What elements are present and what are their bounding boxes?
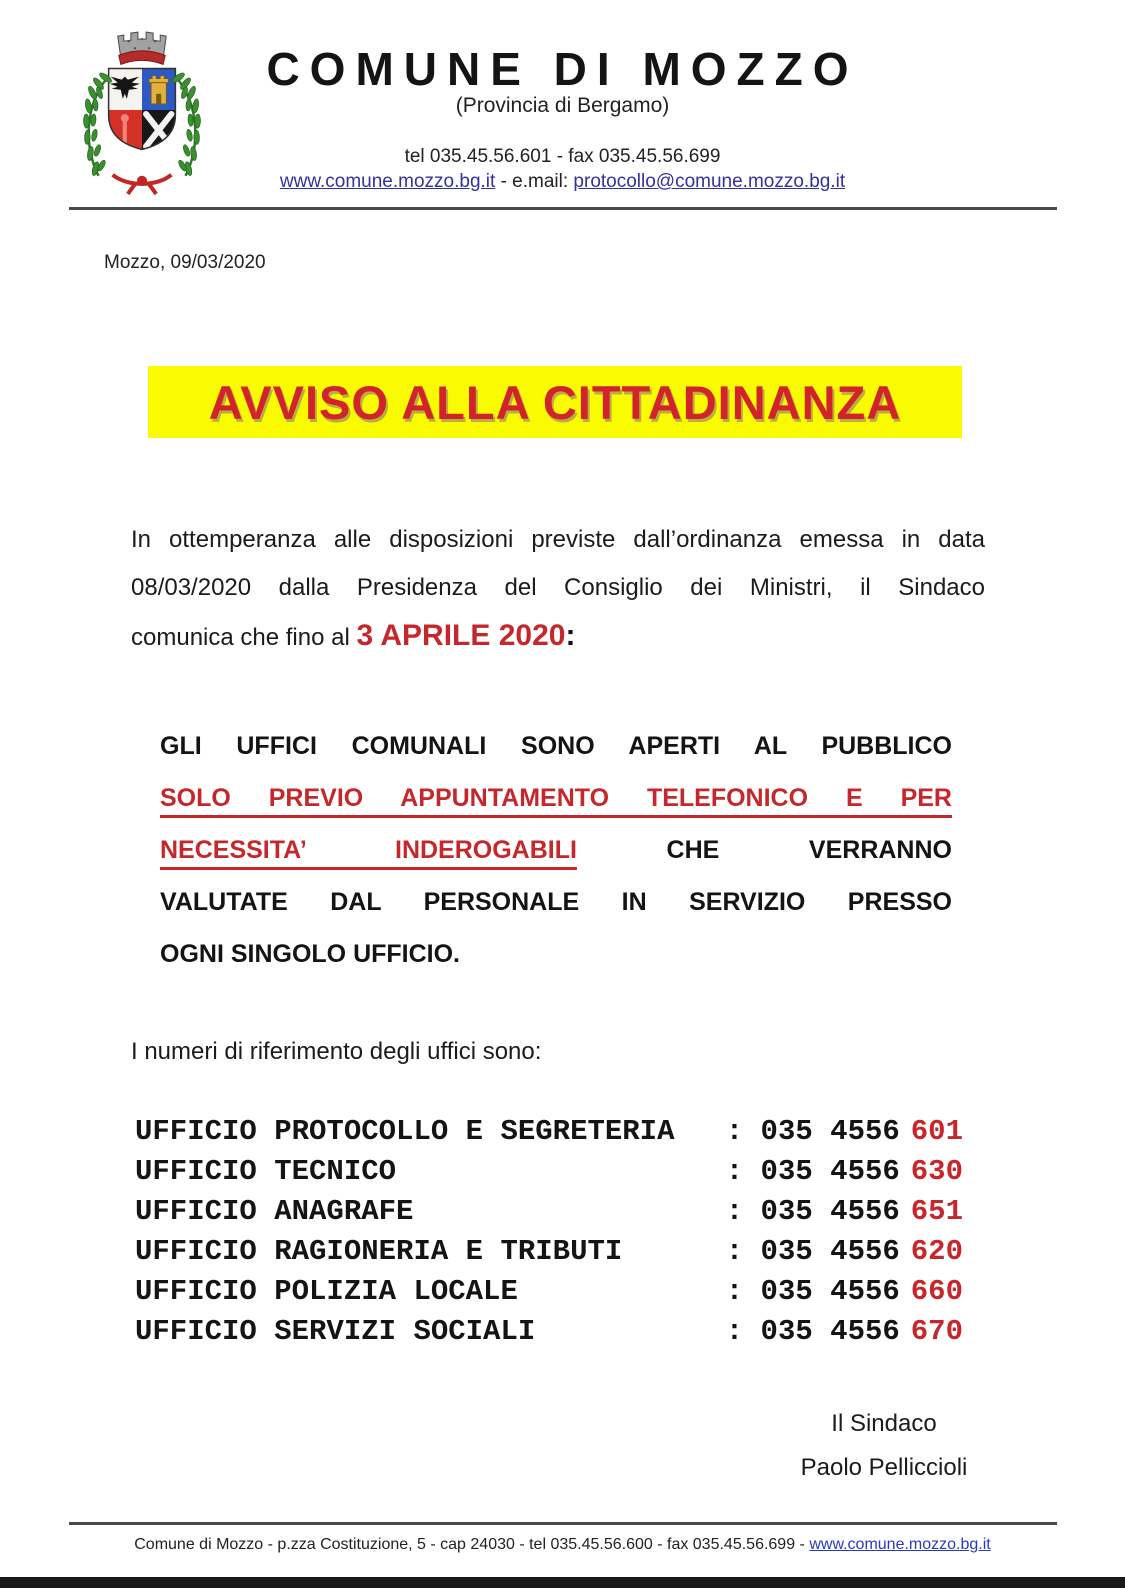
paragraph-line (160, 772, 952, 824)
text-segment: 08/03/2020 dalla Presidenza del Consiglio dei Ministri, il Sindaco (131, 574, 985, 601)
place-date: Mozzo, 09/03/2020 (104, 252, 266, 273)
office-phone: : 035 4556 601 (725, 1115, 963, 1148)
office-phone: : 035 4556 670 (725, 1315, 963, 1348)
header-links-line (0, 171, 1125, 193)
signature-name: Paolo Pelliccioli (800, 1454, 968, 1481)
signature-block (744, 1402, 1024, 1490)
website-link[interactable]: www.comune.mozzo.bg.it (279, 171, 496, 192)
footer-text: Comune di Mozzo - p.zza Costituzione, 5 - cap 24030 - tel 035.45.56.600 - fax 035.45.56.699 - (134, 1536, 810, 1553)
paragraph-line (131, 516, 985, 564)
office-row (135, 1232, 963, 1272)
footer-divider (69, 1522, 1057, 1525)
signature-role: Il Sindaco (831, 1410, 937, 1437)
office-name: UFFICIO POLIZIA LOCALE (135, 1275, 518, 1308)
office-name: UFFICIO TECNICO (135, 1155, 397, 1188)
office-phone-extension: 630 (910, 1155, 963, 1188)
office-name: UFFICIO PROTOCOLLO E SEGRETERIA (135, 1115, 675, 1148)
text-segment: SOLO PREVIO APPUNTAMENTO TELEFONICO E PER (160, 784, 952, 812)
office-row (135, 1152, 963, 1192)
office-phone-extension: 620 (910, 1235, 963, 1268)
email-label: - e.mail: (495, 171, 574, 192)
office-phone-extension: 660 (910, 1275, 963, 1308)
paragraph-line (131, 612, 985, 662)
email-link[interactable]: protocollo@comune.mozzo.bg.it (573, 171, 846, 192)
office-phone: : 035 4556 651 (725, 1195, 963, 1228)
footer-line (0, 1536, 1125, 1554)
text-segment: OGNI SINGOLO UFFICIO. (160, 940, 460, 968)
office-name: UFFICIO ANAGRAFE (135, 1195, 414, 1228)
notice-paragraph (160, 720, 952, 980)
scan-edge-bar (0, 1577, 1125, 1588)
text-segment: : (565, 619, 576, 652)
office-row (135, 1112, 963, 1152)
offices-list (135, 1112, 963, 1352)
paragraph-line (160, 720, 952, 772)
office-row (135, 1272, 963, 1312)
province-subtitle: (Provincia di Bergamo) (455, 94, 670, 117)
office-phone: : 035 4556 630 (725, 1155, 963, 1188)
office-name: UFFICIO RAGIONERIA E TRIBUTI (135, 1235, 623, 1268)
text-segment: 3 APRILE 2020 (356, 619, 566, 652)
paragraph-line (160, 928, 952, 980)
office-phone: : 035 4556 660 (725, 1275, 963, 1308)
text-segment: In ottemperanza alle disposizioni previste dall’ordinanza emessa in data (131, 526, 985, 553)
header-divider (69, 207, 1057, 210)
municipality-title: COMUNE DI MOZZO (266, 43, 859, 95)
intro-paragraph (131, 516, 985, 662)
paragraph-line (160, 824, 952, 876)
offices-heading: I numeri di riferimento degli uffici sono: (131, 1038, 542, 1065)
paragraph-line (131, 564, 985, 612)
notice-banner (148, 366, 962, 438)
footer-website-link[interactable]: www.comune.mozzo.bg.it (809, 1536, 991, 1553)
text-segment: CHE VERRANNO (576, 836, 952, 864)
notice-banner-text: AVVISO ALLA CITTADINANZA (208, 375, 902, 429)
office-row (135, 1192, 963, 1232)
office-name: UFFICIO SERVIZI SOCIALI (135, 1315, 536, 1348)
office-phone-extension: 601 (910, 1115, 963, 1148)
office-phone-extension: 651 (910, 1195, 963, 1228)
office-phone-extension: 670 (910, 1315, 963, 1348)
paragraph-line (160, 876, 952, 928)
header-contact-line: tel 035.45.56.601 - fax 035.45.56.699 (404, 146, 721, 167)
office-row (135, 1312, 963, 1352)
text-segment: comunica che fino al (131, 624, 357, 651)
text-segment: GLI UFFICI COMUNALI SONO APERTI AL PUBBLICO (160, 732, 952, 760)
office-phone: : 035 4556 620 (725, 1235, 963, 1268)
text-segment: NECESSITA’ INDEROGABILI (160, 836, 577, 864)
text-segment: VALUTATE DAL PERSONALE IN SERVIZIO PRESSO (160, 888, 952, 916)
